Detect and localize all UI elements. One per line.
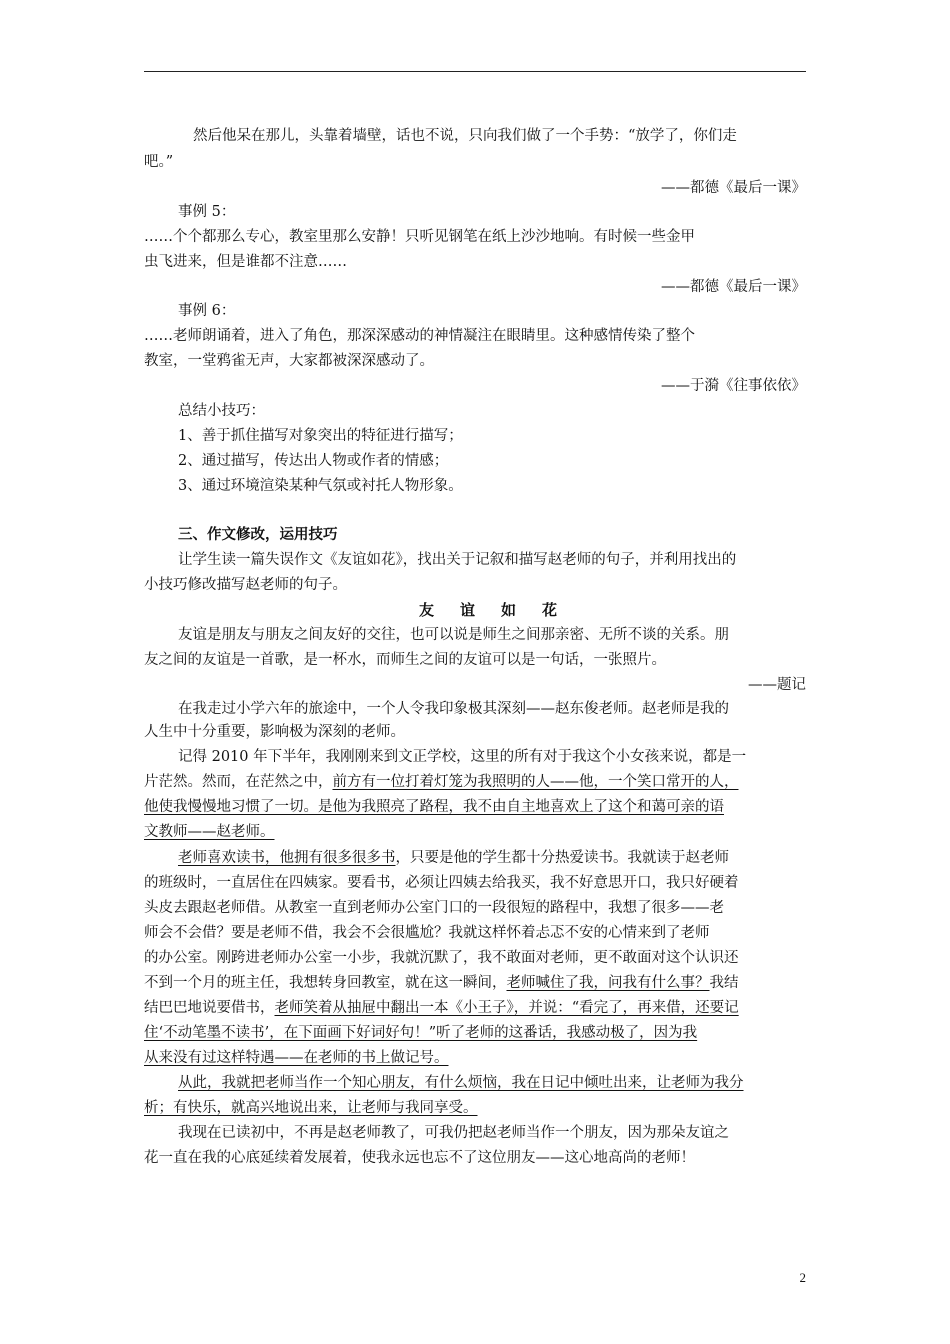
- text-span: 我结: [709, 975, 739, 991]
- text-line: 教室，一堂鸦雀无声，大家都被深深感动了。: [144, 353, 434, 369]
- text-line: 人生中十分重要，影响极为深刻的老师。: [144, 724, 405, 740]
- source-citation: ——于漪《往事依依》: [661, 378, 806, 394]
- text-line: [144, 772, 806, 792]
- text-line: 友谊是朋友与朋友之间友好的交往，也可以说是师生之间那亲密、无所不谈的关系。朋: [178, 627, 729, 643]
- example-label: 事例 5：: [178, 204, 236, 220]
- text-span: 片茫然。然而，在茫然之中，: [144, 774, 333, 790]
- underlined-text: 文教师——赵老师。: [144, 824, 275, 840]
- text-line: 小技巧修改描写赵老师的句子。: [144, 577, 347, 593]
- text-line: 让学生读一篇失误作文《友谊如花》，找出关于记叙和描写赵老师的句子，并利用找出的: [178, 552, 737, 568]
- epigraph-source: ——题记: [748, 677, 806, 693]
- essay-title: 友谊如花: [418, 601, 583, 619]
- text-line: [144, 998, 806, 1018]
- text-line: [178, 1073, 806, 1093]
- underlined-text: 老师笑着从抽屉中翻出一本《小王子》，并说：“看完了，再来借，还要记: [274, 1000, 739, 1016]
- text-line: 在我走过小学六年的旅途中，一个人令我印象极其深刻——赵东俊老师。赵老师是我的: [178, 701, 729, 717]
- underlined-text: 前方有一位打着灯笼为我照明的人——他，一个笑口常开的人，: [332, 774, 739, 790]
- underlined-text: 老师喊住了我，问我有什么事？: [506, 975, 710, 991]
- tip-item: 3、通过环境渲染某种气氛或衬托人物形象。: [178, 478, 463, 494]
- text-line: 虫飞进来，但是谁都不注意……: [144, 254, 347, 270]
- text-line: 记得 2010 年下半年，我刚刚来到文正学校，这里的所有对于我这个小女孩来说，都是一: [178, 749, 747, 765]
- underlined-text: 从来没有过这样特遇——在老师的书上做记号。: [144, 1050, 449, 1066]
- text-line: [144, 822, 806, 842]
- text-line: ……老师朗诵着，进入了角色，那深深感动的神情凝注在眼睛里。这种感情传染了整个: [144, 328, 695, 344]
- source-citation: ——都德《最后一课》: [661, 180, 806, 196]
- text-line: [144, 1023, 806, 1043]
- tip-item: 2、通过描写，传达出人物或作者的情感；: [178, 453, 449, 469]
- text-line: 的班级时，一直居住在四姨家。要看书，必须让四姨去给我买，我不好意思开口，我只好硬着: [144, 875, 739, 891]
- text-line: 花一直在我的心底延续着发展着，使我永远也忘不了这位朋友——这心地高尚的老师！: [144, 1150, 695, 1166]
- text-line: [178, 848, 806, 868]
- text-line: [144, 973, 806, 993]
- header-rule: [144, 71, 806, 72]
- section-heading: 三、作文修改，运用技巧: [178, 526, 338, 543]
- tip-item: 1、善于抓住描写对象突出的特征进行描写；: [178, 428, 463, 444]
- text-span: 结巴巴地说要借书，: [144, 1000, 275, 1016]
- text-line: 然后他呆在那儿，头靠着墙壁，话也不说，只向我们做了一个手势：“放学了，你们走: [193, 128, 737, 144]
- text-line: 我现在已读初中，不再是赵老师教了，可我仍把赵老师当作一个朋友，因为那朵友谊之: [178, 1125, 729, 1141]
- underlined-text: 老师喜欢读书，他拥有很多很多书: [178, 850, 396, 866]
- text-line: [144, 797, 806, 817]
- text-line: ……个个都那么专心，教室里那么安静！只听见钢笔在纸上沙沙地响。有时候一些金甲: [144, 229, 695, 245]
- source-citation: ——都德《最后一课》: [661, 279, 806, 295]
- tips-label: 总结小技巧：: [178, 403, 265, 419]
- text-line: 友之间的友谊是一首歌，是一杯水，而师生之间的友谊可以是一句话，一张照片。: [144, 652, 666, 668]
- text-line: 师会不会借？要是老师不借，我会不会很尴尬？我就这样怀着忐忑不安的心情来到了老师: [144, 925, 710, 941]
- example-label: 事例 6：: [178, 303, 236, 319]
- text-line: 吧。”: [144, 154, 174, 170]
- text-span: ，只要是他的学生都十分热爱读书。我就读于赵老师: [395, 850, 729, 866]
- underlined-text: 析；有快乐，就高兴地说出来，让老师与我同享受。: [144, 1100, 478, 1116]
- text-line: 头皮去跟赵老师借。从教室一直到老师办公室门口的一段很短的路程中，我想了很多——老: [144, 900, 724, 916]
- text-line: [144, 1048, 806, 1068]
- text-line: [144, 1098, 806, 1118]
- page-number: 2: [799, 1270, 806, 1285]
- text-line: 的办公室。刚跨进老师办公室一小步，我就沉默了，我不敢面对老师，更不敢面对这个认识还: [144, 950, 739, 966]
- underlined-text: 住‘不动笔墨不读书’，在下面画下好词好句！”听了老师的这番话，我感动极了，因为我: [144, 1025, 698, 1041]
- underlined-text: 他使我慢慢地习惯了一切。是他为我照亮了路程，我不由自主地喜欢上了这个和蔼可亲的语: [144, 799, 724, 815]
- text-span: 不到一个月的班主任，我想转身回教室，就在这一瞬间，: [144, 975, 507, 991]
- underlined-text: 从此，我就把老师当作一个知心朋友，有什么烦恼，我在日记中倾吐出来，让老师为我分: [178, 1075, 744, 1091]
